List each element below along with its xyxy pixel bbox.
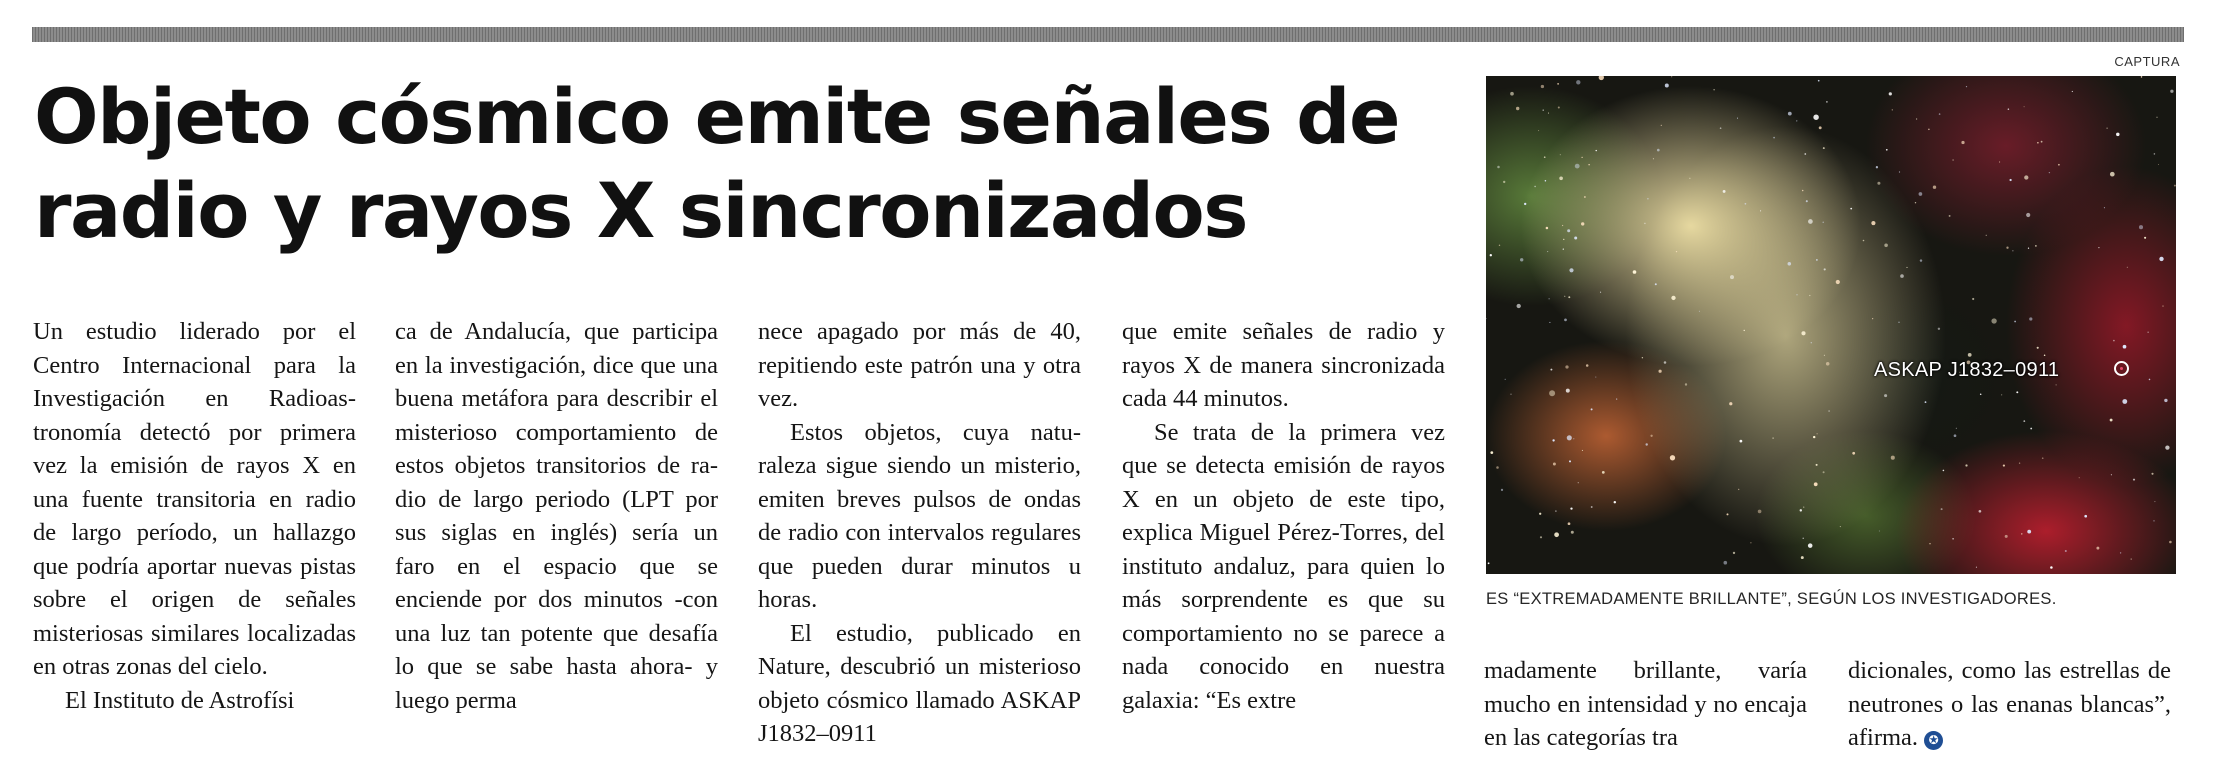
- article-column-2: [395, 315, 718, 755]
- column-2-paragraph-1: ca de Andalucía, que participa en la investigación, dice que una buena metáfora para describir el misterioso comportamiento de estos objetos transitorios de radio de largo periodo (LPT por sus siglas en inglés) sería un faro en el espacio que se enciende por dos minutos -con una luz tan potente que desafía lo que se sabe hasta ahora- y luego perma: [395, 318, 718, 714]
- article-column-3: [758, 315, 1081, 755]
- column-3-paragraph-1: nece apagado por más de 40, repitiendo este patrón una y otra vez.: [758, 318, 1081, 412]
- photo-marker-label: ASKAP J1832–0911: [1874, 359, 2060, 381]
- column-3-paragraph-2: Estos objetos, cuya naturaleza sigue siendo un misterio, emiten breves pulsos de ondas de radio con intervalos regulares que pueden durar minutos u horas.: [758, 418, 1081, 613]
- article-column-4: [1122, 315, 1445, 755]
- column-6-paragraph-1: [1848, 654, 2171, 755]
- article-column-1: [33, 315, 356, 755]
- column-3-paragraph-3: El estudio, publicado en Nature, descubrió un misterioso objeto cósmico llamado ASKAP J1832–0911: [758, 619, 1081, 747]
- column-1-paragraph-1: Un estudio liderado por el Centro Internacional para la Investigación en Radioastronomía detectó por primera vez la emisión de rayos X en una fuente transitoria en radio de largo período, un hallazgo que podría aportar nuevas pistas sobre el origen de señales misteriosas similares localizadas en otras zonas del cielo.: [33, 318, 356, 680]
- top-rule: [32, 27, 2184, 42]
- headline: [34, 70, 1474, 258]
- star-field: [1486, 76, 2176, 574]
- photo-caption: ES “EXTREMADAMENTE BRILLANTE”, SEGÚN LOS INVESTIGADORES.: [1486, 590, 2057, 608]
- target-marker-icon: [2114, 361, 2129, 376]
- column-1-paragraph-2: El Instituto de Astrofísi: [65, 686, 295, 714]
- photo-credit: CAPTURA: [2114, 54, 2180, 69]
- headline-line-1: Objeto cósmico emite señales de: [34, 72, 1400, 161]
- column-4-paragraph-2: Se trata de la primera vez que se detecta emisión de rayos X en un objeto de este tipo, explica Miguel Pérez-Torres, del instituto andaluz, para quien lo más sorprendente es que su comportamiento no se parece a nada conocido en nuestra galaxia: “Es extre: [1122, 418, 1445, 714]
- headline-line-2: radio y rayos X sincronizados: [34, 166, 1247, 255]
- article-column-5: [1484, 654, 1807, 764]
- article-column-6: [1848, 654, 2171, 764]
- end-of-article-icon: ✪: [1924, 731, 1943, 750]
- column-5-paragraph-1: madamente brillante, varía mucho en intensidad y no encaja en las categorías tra: [1484, 657, 1807, 751]
- nebula-photo: [1486, 76, 2176, 574]
- column-4-paragraph-1: que emite señales de radio y rayos X de manera sincronizada cada 44 minutos.: [1122, 318, 1445, 412]
- column-6-text: dicionales, como las estrellas de neutrones o las enanas blancas”, afirma.: [1848, 657, 2171, 751]
